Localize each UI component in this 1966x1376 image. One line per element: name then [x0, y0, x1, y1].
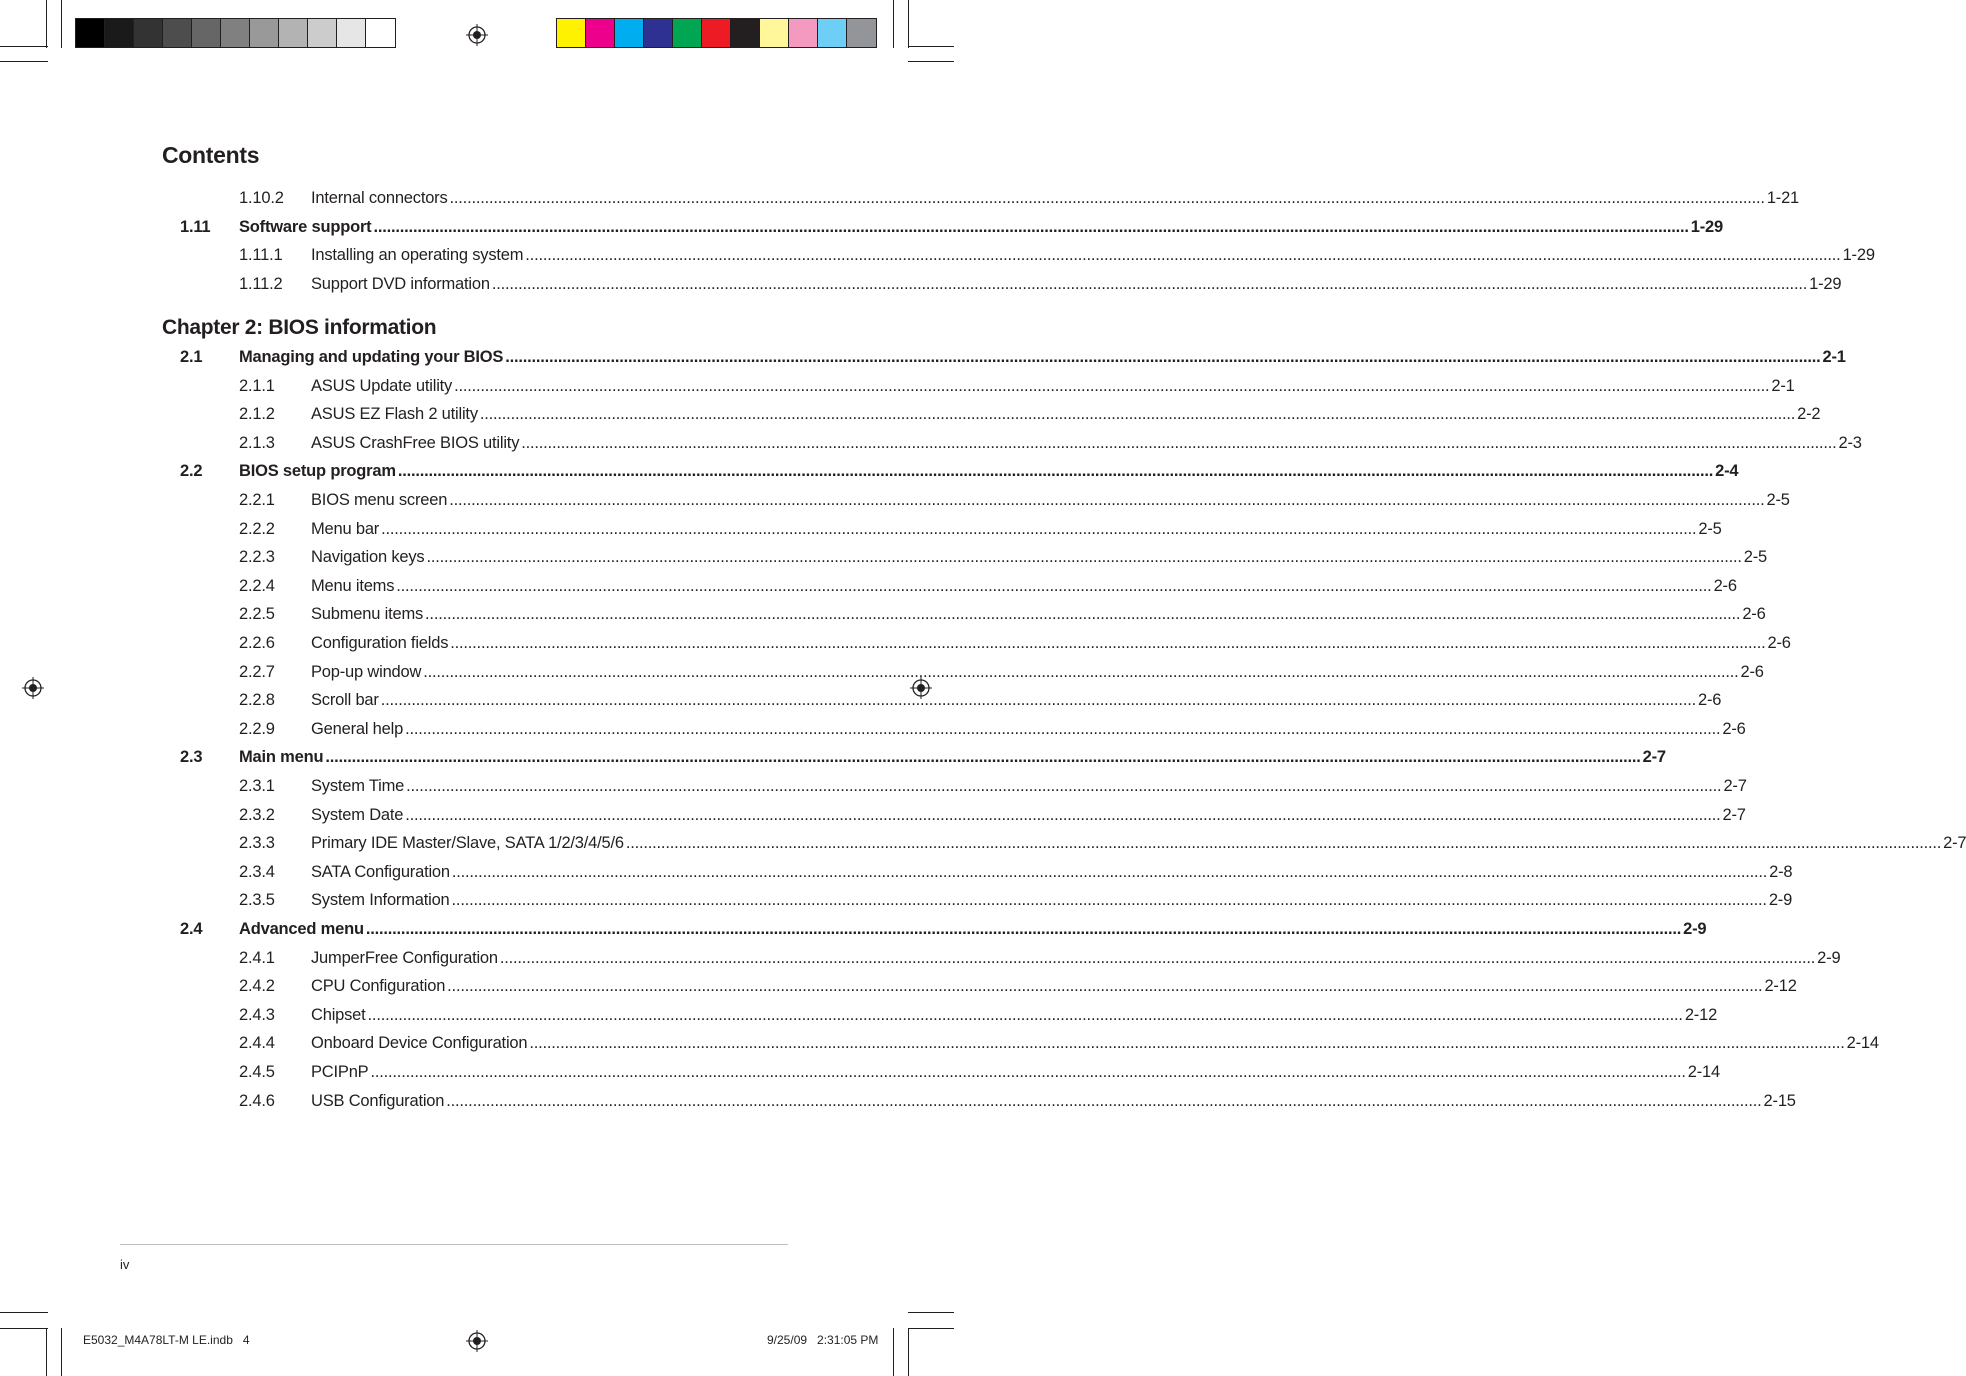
crop-mark — [908, 1328, 909, 1376]
chapter-2-heading: Chapter 2: BIOS information — [162, 316, 437, 339]
color-swatch — [134, 19, 163, 47]
crop-mark — [61, 1328, 62, 1376]
toc-entry-title: Menu items — [311, 576, 395, 595]
toc-entry[interactable] — [180, 187, 1800, 209]
toc-entry-page: 2-7 — [1943, 834, 1966, 853]
toc-entry[interactable] — [180, 546, 1768, 568]
toc-entry[interactable] — [180, 518, 1722, 540]
grayscale-calibration-bar — [75, 18, 396, 48]
toc-leader-dots: ............................................................................................................................................................................................................................................................................................................ — [380, 691, 1696, 710]
crop-mark — [46, 1328, 47, 1376]
toc-leader-dots: ............................................................................................................................................................................................................................................................................................................ — [479, 405, 1796, 424]
toc-leader-dots: ............................................................................................................................................................................................................................................................................................................ — [525, 246, 1841, 265]
toc-entry-title: BIOS setup program — [239, 462, 396, 481]
toc-entry-page: 2-6 — [1742, 605, 1766, 624]
toc-entry-title: SATA Configuration — [311, 862, 450, 881]
toc-entry[interactable] — [180, 947, 1841, 969]
registration-mark-icon — [466, 1330, 488, 1352]
toc-leader-dots: ............................................................................................................................................................................................................................................................................................................ — [505, 348, 1821, 366]
toc-entry-number: 2.3 — [180, 748, 203, 767]
crop-mark — [0, 1328, 48, 1329]
toc-entry-page: 2-7 — [1723, 777, 1747, 795]
toc-entry-title: Primary IDE Master/Slave, SATA 1/2/3/4/5/6 — [311, 834, 624, 853]
toc-leader-dots: ............................................................................................................................................................................................................................................................................................................ — [521, 433, 1837, 452]
toc-entry-title: Onboard Device Configuration — [311, 1034, 528, 1053]
color-swatch — [644, 19, 673, 47]
process-color-calibration-bar — [556, 18, 877, 48]
toc-entry-number: 2.4.1 — [239, 948, 275, 967]
color-swatch — [366, 19, 395, 47]
toc-entry-page: 1-29 — [1690, 217, 1723, 236]
toc-entry-number: 2.2.1 — [239, 491, 275, 509]
registration-mark-icon — [22, 677, 44, 699]
toc-entry[interactable] — [180, 603, 1766, 625]
toc-entry-title: Configuration fields — [311, 634, 449, 652]
toc-entry-page: 1-29 — [1842, 246, 1875, 265]
toc-entry-page: 2-9 — [1683, 920, 1707, 938]
color-swatch — [789, 19, 818, 47]
toc-leader-dots: ............................................................................................................................................................................................................................................................................................................ — [370, 1063, 1686, 1081]
toc-entry-page: 2-8 — [1769, 862, 1793, 881]
toc-leader-dots: ............................................................................................................................................................................................................................................................................................................ — [365, 920, 1682, 938]
toc-entry-title: Software support — [239, 217, 372, 236]
toc-leader-dots: ............................................................................................................................................................................................................................................................................................................ — [447, 977, 1763, 996]
toc-entry[interactable] — [180, 832, 1966, 854]
toc-leader-dots: ............................................................................................................................................................................................................................................................................................................ — [491, 274, 1808, 293]
toc-leader-dots: ............................................................................................................................................................................................................................................................................................................ — [405, 719, 1721, 738]
toc-entry[interactable] — [180, 632, 1791, 654]
toc-entry-number: 2.2.2 — [239, 519, 275, 538]
toc-entry-page: 2-1 — [1771, 376, 1795, 395]
toc-entry-title: PCIPnP — [311, 1063, 369, 1081]
crop-mark — [908, 61, 954, 62]
toc-entry-page: 2-15 — [1763, 1091, 1796, 1110]
toc-entry-number: 2.1.3 — [239, 433, 275, 452]
toc-entry-title: Pop-up window — [311, 662, 422, 681]
toc-entry-page: 2-1 — [1822, 348, 1846, 366]
color-swatch — [818, 19, 847, 47]
toc-entry-number: 2.4.2 — [239, 977, 275, 996]
toc-entry-number: 2.3.1 — [239, 777, 275, 795]
registration-mark-icon — [466, 24, 488, 46]
toc-entry-title: Advanced menu — [239, 920, 364, 938]
toc-entry-title: ASUS Update utility — [311, 376, 453, 395]
toc-leader-dots: ............................................................................................................................................................................................................................................................................................................ — [446, 1091, 1762, 1110]
toc-entry-number: 2.2.9 — [239, 719, 275, 738]
toc-entry-number: 2.3.5 — [239, 891, 275, 910]
toc-entry-page: 2-7 — [1722, 805, 1746, 824]
toc-entry[interactable] — [180, 661, 1764, 683]
toc-entry-title: Installing an operating system — [311, 246, 524, 265]
toc-entry-page: 2-5 — [1743, 548, 1768, 567]
toc-leader-dots: ............................................................................................................................................................................................................................................................................................................ — [325, 748, 1641, 767]
contents-heading: Contents — [162, 142, 260, 168]
toc-entry[interactable] — [180, 689, 1722, 711]
toc-entry-title: General help — [311, 719, 404, 738]
toc-entry-title: Chipset — [311, 1005, 366, 1024]
color-swatch — [615, 19, 644, 47]
toc-leader-dots: ............................................................................................................................................................................................................................................................................................................ — [396, 576, 1712, 595]
toc-entry-page: 2-5 — [1698, 519, 1722, 538]
color-swatch — [702, 19, 731, 47]
toc-entry-title: Main menu — [239, 748, 324, 767]
color-swatch — [105, 19, 134, 47]
toc-entry[interactable] — [180, 718, 1746, 740]
toc-entry-page: 2-6 — [1697, 691, 1722, 710]
toc-entry[interactable] — [180, 460, 1739, 482]
print-slug-file: E5032_M4A78LT-M LE.indb 4 — [83, 1333, 250, 1347]
toc-entry-title: JumperFree Configuration — [311, 948, 498, 967]
crop-mark — [908, 46, 954, 47]
color-swatch — [250, 19, 279, 47]
toc-entry-page: 2-12 — [1684, 1005, 1718, 1024]
color-swatch — [557, 19, 586, 47]
color-swatch — [76, 19, 105, 47]
toc-entry-page: 2-6 — [1713, 576, 1737, 595]
color-swatch — [192, 19, 221, 47]
crop-mark — [46, 0, 47, 48]
crop-mark — [0, 46, 48, 47]
toc-entry-page: 2-6 — [1740, 662, 1764, 681]
toc-entry-number: 1.10.2 — [239, 189, 284, 207]
toc-leader-dots: ............................................................................................................................................................................................................................................................................................................ — [423, 662, 1739, 681]
toc-entry-number: 2.2.4 — [239, 576, 275, 595]
toc-entry[interactable] — [180, 244, 1875, 266]
toc-entry[interactable] — [180, 775, 1747, 797]
toc-entry-number: 2.4.6 — [239, 1091, 275, 1110]
toc-entry-title: CPU Configuration — [311, 977, 446, 996]
toc-leader-dots: ............................................................................................................................................................................................................................................................................................................ — [426, 548, 1742, 567]
toc-entry-title: System Information — [311, 891, 450, 910]
toc-entry-number: 2.2.6 — [239, 634, 275, 652]
toc-leader-dots: ............................................................................................................................................................................................................................................................................................................ — [450, 634, 1766, 652]
toc-entry-title: Support DVD information — [311, 274, 490, 293]
toc-leader-dots: ............................................................................................................................................................................................................................................................................................................ — [529, 1034, 1845, 1053]
toc-entry[interactable] — [180, 216, 1723, 238]
toc-entry[interactable] — [180, 273, 1842, 295]
footer-rule — [120, 1244, 788, 1245]
crop-mark — [893, 0, 894, 48]
toc-entry[interactable] — [180, 1090, 1796, 1112]
crop-mark — [908, 1328, 954, 1329]
toc-entry[interactable] — [180, 432, 1862, 454]
toc-entry-number: 2.2.5 — [239, 605, 275, 624]
toc-leader-dots: ............................................................................................................................................................................................................................................................................................................ — [451, 862, 1768, 881]
crop-mark — [908, 1312, 954, 1313]
toc-entry[interactable] — [180, 375, 1795, 397]
toc-entry-number: 2.2.7 — [239, 662, 275, 681]
color-swatch — [847, 19, 876, 47]
toc-entry-page: 2-5 — [1766, 491, 1790, 509]
color-swatch — [731, 19, 760, 47]
crop-mark — [908, 0, 909, 48]
toc-entry-page: 1-21 — [1766, 189, 1800, 207]
toc-entry-page: 2-14 — [1846, 1034, 1879, 1053]
color-swatch — [308, 19, 337, 47]
toc-entry-number: 2.4.5 — [239, 1063, 275, 1081]
toc-entry-title: Scroll bar — [311, 691, 379, 710]
toc-leader-dots: ............................................................................................................................................................................................................................................................................................................ — [397, 462, 1714, 481]
toc-entry-page: 2-4 — [1715, 462, 1739, 481]
color-swatch — [163, 19, 192, 47]
toc-leader-dots: ............................................................................................................................................................................................................................................................................................................ — [451, 891, 1767, 910]
toc-entry-page: 2-9 — [1817, 948, 1841, 967]
toc-entry[interactable] — [180, 489, 1790, 511]
toc-leader-dots: ............................................................................................................................................................................................................................................................................................................ — [454, 376, 1770, 395]
color-swatch — [586, 19, 615, 47]
color-swatch — [673, 19, 702, 47]
toc-entry-title: ASUS CrashFree BIOS utility — [311, 433, 520, 452]
toc-entry-page: 2-2 — [1797, 405, 1821, 424]
toc-entry-page: 2-3 — [1838, 433, 1862, 452]
toc-entry-title: System Time — [311, 777, 405, 795]
toc-entry-number: 2.4 — [180, 920, 203, 938]
toc-entry-page: 1-29 — [1809, 274, 1842, 293]
toc-entry[interactable] — [180, 804, 1746, 826]
crop-mark — [0, 61, 48, 62]
toc-entry-number: 2.3.3 — [239, 834, 275, 853]
toc-entry-number: 2.3.4 — [239, 862, 275, 881]
toc-leader-dots: ............................................................................................................................................................................................................................................................................................................ — [406, 777, 1722, 795]
toc-entry[interactable] — [180, 918, 1707, 940]
toc-entry-number: 2.1 — [180, 348, 203, 366]
toc-leader-dots: ............................................................................................................................................................................................................................................................................................................ — [373, 217, 1689, 236]
color-swatch — [760, 19, 789, 47]
toc-entry[interactable] — [180, 1061, 1721, 1083]
toc-entry-title: Submenu items — [311, 605, 424, 624]
toc-entry-page: 2-7 — [1642, 748, 1666, 767]
crop-mark — [893, 1328, 894, 1376]
toc-leader-dots: ............................................................................................................................................................................................................................................................................................................ — [449, 189, 1765, 207]
toc-leader-dots: ............................................................................................................................................................................................................................................................................................................ — [625, 834, 1942, 853]
toc-entry-number: 1.11.2 — [239, 274, 283, 293]
crop-mark — [61, 0, 62, 48]
toc-entry[interactable] — [180, 861, 1793, 883]
toc-entry-number: 2.2 — [180, 462, 203, 481]
toc-entry-title: USB Configuration — [311, 1091, 445, 1110]
toc-entry-number: 2.3.2 — [239, 805, 275, 824]
color-swatch — [221, 19, 250, 47]
toc-entry-number: 1.11.1 — [239, 246, 283, 265]
toc-entry[interactable] — [180, 346, 1846, 368]
color-swatch — [337, 19, 366, 47]
toc-entry-title: System Date — [311, 805, 404, 824]
color-swatch — [279, 19, 308, 47]
toc-entry-title: Internal connectors — [311, 189, 448, 207]
toc-entry[interactable] — [180, 889, 1793, 911]
toc-entry[interactable] — [180, 1004, 1718, 1026]
toc-entry-page: 2-6 — [1767, 634, 1791, 652]
toc-entry[interactable] — [180, 746, 1666, 768]
crop-mark — [0, 1312, 48, 1313]
toc-entry-title: BIOS menu screen — [311, 491, 448, 509]
toc-entry[interactable] — [180, 403, 1821, 425]
toc-leader-dots: ............................................................................................................................................................................................................................................................................................................ — [367, 1005, 1683, 1024]
toc-entry-title: Navigation keys — [311, 548, 425, 567]
toc-entry-number: 2.1.1 — [239, 376, 275, 395]
toc-leader-dots: ............................................................................................................................................................................................................................................................................................................ — [499, 948, 1816, 967]
toc-leader-dots: ............................................................................................................................................................................................................................................................................................................ — [425, 605, 1741, 624]
toc-entry-number: 2.2.8 — [239, 691, 275, 710]
toc-entry-title: Menu bar — [311, 519, 380, 538]
toc-entry-number: 1.11 — [180, 217, 211, 236]
toc-entry[interactable] — [180, 1032, 1879, 1054]
toc-entry-title: Managing and updating your BIOS — [239, 348, 504, 366]
toc-entry-page: 2-14 — [1687, 1063, 1721, 1081]
toc-entry-page: 2-6 — [1722, 719, 1746, 738]
toc-entry[interactable] — [180, 975, 1797, 997]
toc-entry-number: 2.4.4 — [239, 1034, 275, 1053]
toc-entry[interactable] — [180, 575, 1737, 597]
toc-leader-dots: ............................................................................................................................................................................................................................................................................................................ — [405, 805, 1721, 824]
page-number: iv — [120, 1257, 130, 1272]
toc-leader-dots: ............................................................................................................................................................................................................................................................................................................ — [381, 519, 1697, 538]
toc-entry-page: 2-12 — [1764, 977, 1797, 996]
toc-leader-dots: ............................................................................................................................................................................................................................................................................................................ — [449, 491, 1765, 509]
toc-entry-number: 2.1.2 — [239, 405, 275, 424]
toc-entry-number: 2.2.3 — [239, 548, 275, 567]
print-slug-date: 9/25/09 2:31:05 PM — [767, 1333, 879, 1347]
toc-entry-title: ASUS EZ Flash 2 utility — [311, 405, 478, 424]
toc-entry-number: 2.4.3 — [239, 1005, 275, 1024]
toc-entry-page: 2-9 — [1768, 891, 1793, 910]
